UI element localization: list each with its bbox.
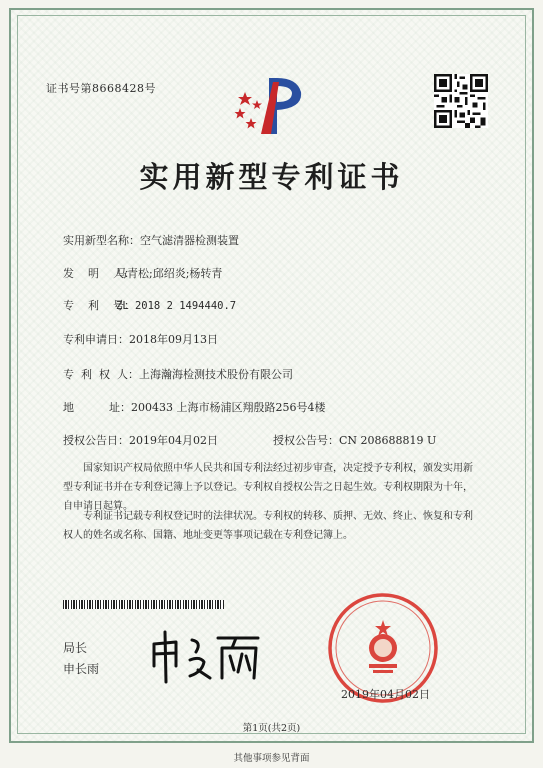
application-date-value: 2018年09月13日: [129, 333, 218, 346]
patent-number-label: 专 利 号：: [63, 299, 135, 312]
barcode: [63, 600, 224, 609]
utility-name-value: 空气滤清器检测装置: [140, 234, 239, 247]
inventor-value: 马青松;邱绍炎;杨转青: [116, 267, 223, 280]
certificate-number: 证书号第8668428号: [46, 82, 156, 95]
cnipa-logo: [231, 72, 311, 142]
grant-date-value: 2019年04月02日: [129, 434, 218, 447]
issue-date: 2019年04月02日: [341, 688, 430, 701]
patent-number-value: ZL 2018 2 1494440.7: [116, 300, 237, 312]
notice-paragraph-2: 专利证书记载专利权登记时的法律状况。专利权的转移、质押、无效、终止、恢复和专利权人的姓名或名称、国籍、地址变更等事项记载在专利登记簿上。: [63, 511, 473, 541]
address-field: [63, 399, 325, 415]
patentee-field: [63, 366, 293, 382]
application-date-label: 专利申请日：: [63, 333, 129, 346]
inventor-field: [63, 265, 222, 281]
grant-number-field: [273, 432, 436, 448]
utility-name-label: 实用新型名称：: [63, 234, 140, 247]
patent-number-field: [63, 297, 236, 313]
chief-title: 局长: [63, 641, 88, 655]
address-label: 地 址：: [63, 401, 131, 414]
qr-code-icon: [434, 74, 488, 128]
grant-number-value: CN 208688819 U: [339, 434, 437, 447]
page-indicator: 第1页(共2页): [242, 723, 301, 734]
certificate-title: 实用新型专利证书: [139, 160, 404, 194]
address-value: 200433 上海市杨浦区翔殷路256号4楼: [130, 401, 326, 414]
handwritten-signature: [146, 626, 266, 688]
grant-number-label: 授权公告号：: [273, 434, 339, 447]
patentee-label: 专 利 权 人：: [63, 368, 139, 381]
inventor-label: 发 明 人：: [63, 267, 135, 280]
utility-name-field: [63, 232, 239, 248]
footer-note: 其他事项参见背面: [233, 753, 310, 764]
chief-name: 申长雨: [63, 662, 100, 676]
patentee-value: 上海瀚海检测技术股份有限公司: [138, 368, 293, 381]
notice-paragraph-1: 国家知识产权局依照中华人民共和国专利法经过初步审查，决定授予专利权，颁发实用新型专利证书并在专利登记簿上予以登记。专利权自授权公告之日起生效。专利权期限为十年，自申请日起算。: [63, 463, 473, 512]
grant-date-label: 授权公告日：: [63, 434, 129, 447]
application-date-field: [63, 331, 218, 347]
grant-date-field: [63, 432, 218, 448]
